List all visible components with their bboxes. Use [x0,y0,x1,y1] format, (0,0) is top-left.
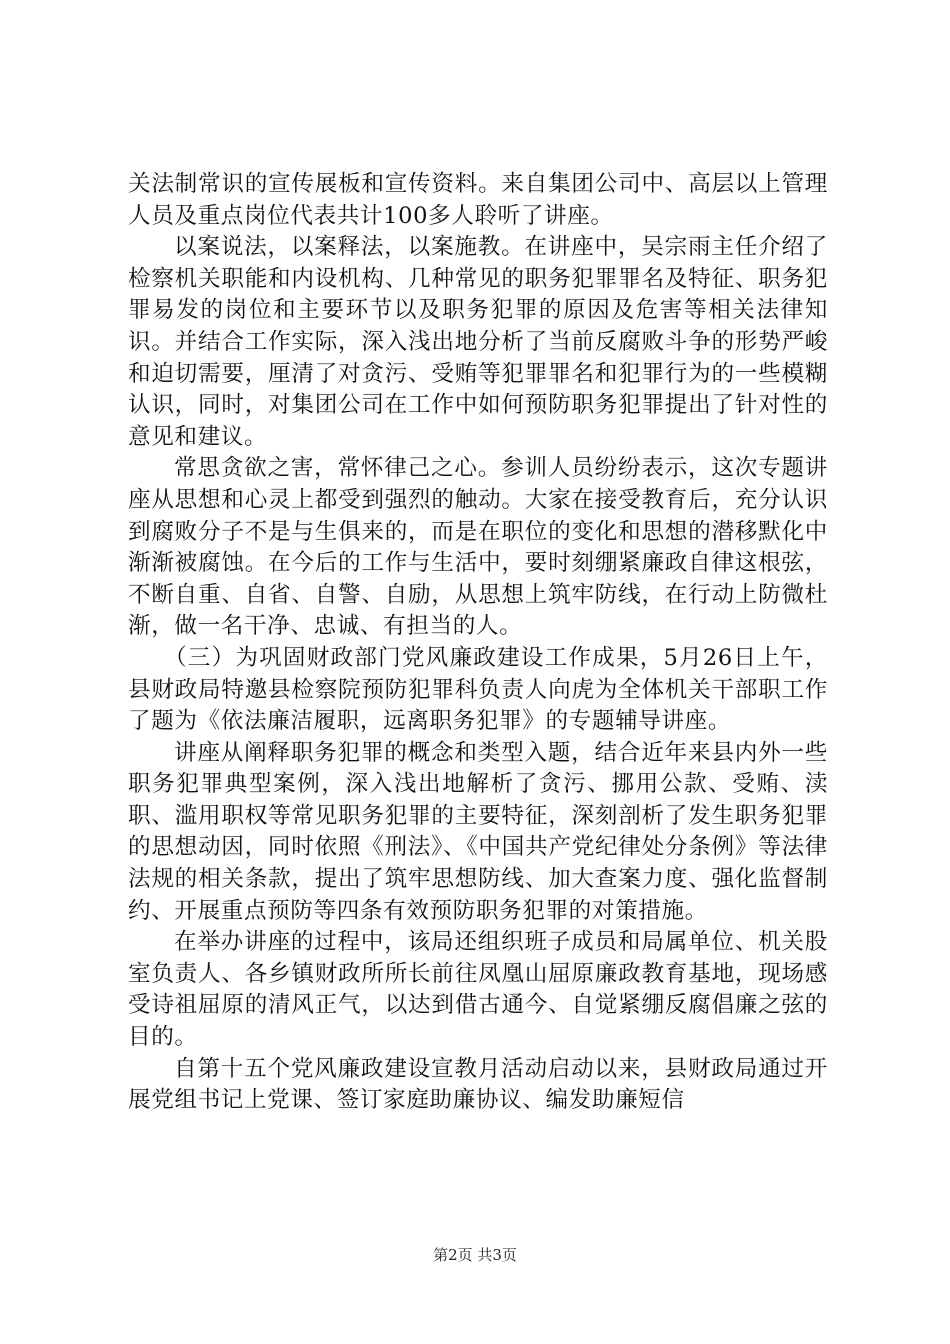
paragraph-participant-reflection: 常思贪欲之害，常怀律己之心。参训人员纷纷表示，这次专题讲座从思想和心灵上都受到强烈的触动。大家在接受教育后，充分认识到腐败分子不是与生俱来的，而是在职位的变化和思想的潜移默化中渐渐被腐蚀。在今后的工作与生活中，要时刻绷紧廉政自律这根弦，不断自重、自省、自警、自励，从思想上筑牢防线，在行动上防微杜渐，做一名干净、忠诚、有担当的人。 [128,455,828,640]
page-number-footer: 第2页 共3页 [433,1246,517,1264]
paragraph-case-lecture: 以案说法，以案释法，以案施教。在讲座中，吴宗雨主任介绍了检察机关职能和内设机构、几种常见的职务犯罪罪名及特征、职务犯罪易发的岗位和主要环节以及职务犯罪的原因及危害等相关法律知识。并结合工作实际，深入浅出地分析了当前反腐败斗争的形势严峻和迫切需要，厘清了对贪污、受贿等犯罪罪名和犯罪行为的一些模糊认识，同时，对集团公司在工作中如何预防职务犯罪提出了针对性的意见和建议。 [128,234,828,450]
paragraph-base-visit: 在举办讲座的过程中，该局还组织班子成员和局属单位、机关股室负责人、各乡镇财政所所长前往凤凰山屈原廉政教育基地，现场感受诗祖屈原的清风正气，以达到借古通今、自觉紧绷反腐倡廉之弦的目的。 [128,929,828,1051]
paragraph-campaign-activities: 自第十五个党风廉政建设宣教月活动启动以来，县财政局通过开展党组书记上党课、签订家庭助廉协议、编发助廉短信 [128,1055,828,1114]
paragraph-lecture-content: 讲座从阐释职务犯罪的概念和类型入题，结合近年来县内外一些职务犯罪典型案例，深入浅出地解析了贪污、挪用公款、受贿、渎职、滥用职权等常见职务犯罪的主要特征，深刻剖析了发生职务犯罪的思想动因，同时依照《刑法》、《中国共产党纪律处分条例》等法律法规的相关条款，提出了筑牢思想防线、加大查案力度、强化监督制约、开展重点预防等四条有效预防职务犯罪的对策措施。 [128,739,828,924]
paragraph-section-three: （三）为巩固财政部门党风廉政建设工作成果，5月26日上午，县财政局特邀县检察院预防犯罪科负责人向虎为全体机关干部职工作了题为《依法廉洁履职，远离职务犯罪》的专题辅导讲座。 [128,644,828,735]
paragraph-continuation: 关法制常识的宣传展板和宣传资料。来自集团公司中、高层以上管理人员及重点岗位代表共计100多人聆听了讲座。 [128,171,828,229]
document-body [0,169,950,1117]
